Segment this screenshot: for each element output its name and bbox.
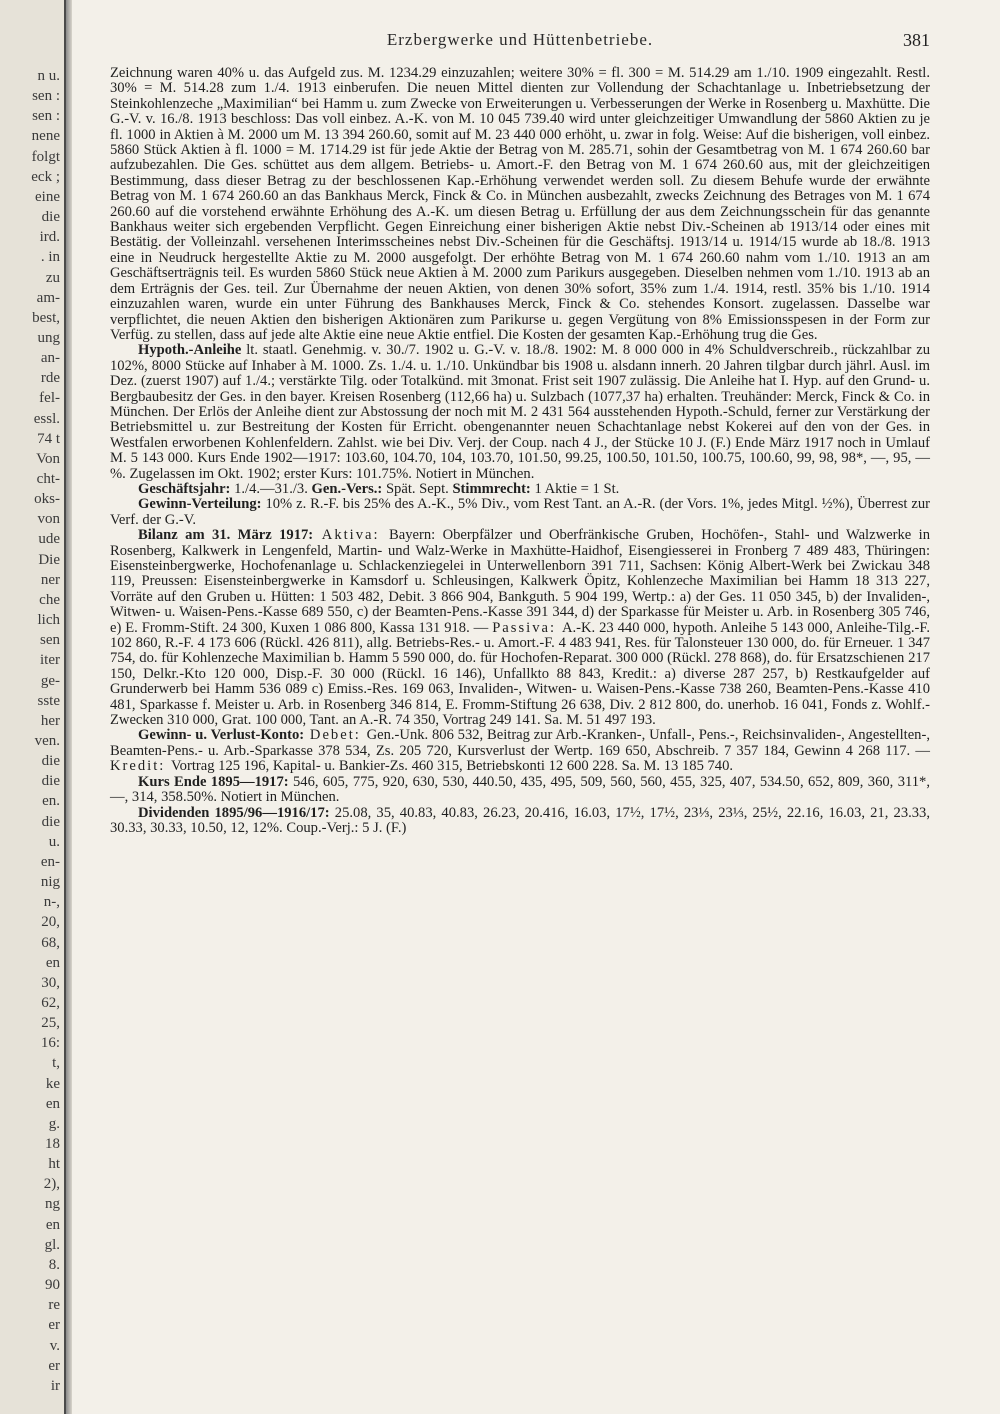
debet-label: Debet: xyxy=(304,727,367,744)
margin-fragment: Die xyxy=(38,551,60,568)
margin-fragment: 30, xyxy=(41,974,60,991)
section-heading: Hypoth.-Anleihe xyxy=(138,342,242,359)
paragraph-text: Vortrag 125 196, Kapital- u. Bankier-Zs. 460 315, Betriebskonti 12 600 228. Sa. M. 13 185 740. xyxy=(171,758,734,775)
margin-fragment: die xyxy=(41,813,60,830)
margin-fragment: zu xyxy=(45,269,60,286)
paragraph-balance-sheet xyxy=(110,528,930,728)
margin-fragment: ir xyxy=(50,1377,60,1394)
paragraph-profit-distribution xyxy=(110,497,930,528)
margin-fragment: am- xyxy=(36,289,60,306)
margin-fragment: nene xyxy=(31,128,60,145)
margin-fragment: ht xyxy=(48,1156,60,1173)
margin-fragment: gl. xyxy=(44,1236,60,1253)
margin-fragment: re xyxy=(48,1297,60,1314)
margin-fragment: cht- xyxy=(36,471,60,488)
section-heading: Geschäftsjahr: xyxy=(138,480,231,497)
margin-fragment: sen xyxy=(40,632,60,649)
paragraph-text: Gen.-Unk. 806 532, Beitrag zur Arb.-Kranken-, Unfall-, Pens.-, Reichsinvaliden-, Angestellten-, Beamten-Pens.- u. Arb.-Sparkasse 378 534, Zs. 205 720, Kursverlust der Wertp. 169 650, Abschreib. 7 357 184, Gewinn 4 268 117. — xyxy=(110,727,930,759)
margin-fragment: en xyxy=(45,1216,60,1233)
document-page xyxy=(110,30,930,836)
margin-fragment: eine xyxy=(35,188,60,205)
margin-fragment: er xyxy=(48,1317,60,1334)
paragraph-text: 546, 605, 775, 920, 630, 530, 440.50, 435, 495, 509, 560, 560, 455, 325, 407, 534.50, 652, 809, 360, 311*, —, 314, 358.50%. Notiert in München. xyxy=(110,773,930,806)
paragraph-share-prices xyxy=(110,775,930,806)
margin-fragment: 16: xyxy=(40,1035,60,1052)
section-heading: Bilanz am 31. März 1917: xyxy=(138,527,314,544)
section-heading: Gewinn-Verteilung: xyxy=(138,496,262,513)
margin-fragment: ude xyxy=(38,531,60,548)
margin-fragment: sen : xyxy=(32,88,60,105)
margin-fragment: en xyxy=(45,1095,60,1112)
margin-fragment: . in xyxy=(40,249,60,266)
margin-fragment: 25, xyxy=(41,1015,60,1032)
margin-fragment: her xyxy=(40,712,60,729)
paragraph-text: 1./4.—31./3. xyxy=(230,480,312,497)
kredit-label: Kredit: xyxy=(110,758,171,775)
margin-fragment: 2), xyxy=(43,1176,60,1193)
section-heading: Gen.-Vers.: xyxy=(311,480,383,497)
paragraph-capital-increase: Zeichnung waren 40% u. das Aufgeld zus. M. 1234.29 einzuzahlen; weitere 30% = fl. 300 = M. 514.29 am 1./10. 1909 eingezahlt. Restl. 30% = M. 514.28 zum 1./4. 1913 einberufen. Die neuen Mittel dienten zur Vollendung der Schachtanlage u. Inbetriebsetzung der Steinkohlenzeche „Maximilian“ bei Hamm u. zum Zwecke von Erweiterungen u. Verbesserungen der Werke in Rosenberg u. Maxhütte. Die G.-V. v. 16./8. 1913 beschloss: Das voll einbez. A.-K. von M. 10 045 739.40 wird unter gleichzeitiger Umwandlung der 5860 Aktien zu je fl. 1000 in Aktien à M. 2000 um M. 13 394 260.60, somit auf M. 23 440 000 erhöht, u. zwar in folg. Weise: Auf die bisherigen, voll einbez. 5860 Stück Aktien à fl. 1000 = M. 1714.29 ist für jede Aktie der Betrag von M. 285.71, sohin der Gesamtbetrag von M. 1 674 260.60 bar aufzubezahlen. Die Ges. schüttet aus dem allgem. Betriebs- u. Amort.-F. den Betrag von M. 1 674 260.60 aus, mit der gleichzeitigen Bestimmung, dass dieser Betrag zu der beschlossenen Kap.-Erhöhung verwendet werden soll. Zu diesem Behufe wurde der erwähnte Betrag von M. 1 674 260.60 an das Bankhaus Merck, Finck & Co. in München ausbezahlt, zwecks Zeichnung des Betrages von M. 1 674 260.60 auf die vorstehend erwähnte Erhöhung des A.-K. um diesen Betrag u. Erfüllung der aus dem Zeichnungsschein für das genannte Bankhaus weiter sich ergebenden Verpflicht. Gegen Einreichung einer bisherigen Aktie nebst Div.-Scheinen ab 1913/14 oder eines mit Bestätig. der Volleinzahl. versehenen Interimsscheines nebst Div.-Scheinen für die Geschäftsj. 1913/14 u. 1914/15 wurde ab 18./8. 1913 eine in Neudruck hergestellte Aktie zu M. 2000 ausgefolgt. Der erhöhte Betrag von M. 1 674 260.60 nahm vom 1./10. 1913 an am Geschäftserträgnis teil. Es wurden 5860 Stück neue Aktien à M. 2000 zum Parikurs ausgegeben. Dieselben nehmen vom 1./10. 1913 ab an dem Erträgnis der Ges. teil. Zur Übernahme der neuen Aktien, von denen 30% sofort, 35% zum 1./4. 1914, restl. 35% bis 1./10. 1914 einzuzahlen waren, wurde ein unter Führung des Bankhauses Merck, Finck & Co. stehendes Konsort. zugelassen. Dasselbe war verpflichtet, die neuen Aktien den bisherigen Aktionären zum Parikurse u. gegen Vergütung von 8% Emissionsspesen in der Form zur Verfüg. zu stellen, dass auf jede alte Aktie eine neue Aktie entfiel. Die Kosten der gesamten Kap.-Erhöhung trug die Ges. xyxy=(110,65,930,343)
margin-fragment: v. xyxy=(49,1337,60,1354)
margin-fragment: en. xyxy=(42,793,60,810)
margin-fragment: t, xyxy=(52,1055,60,1072)
paragraph-text: Spät. Sept. xyxy=(382,480,453,497)
margin-fragment: er xyxy=(48,1357,60,1374)
margin-fragment: ird. xyxy=(39,229,60,246)
margin-fragment: ner xyxy=(40,571,60,588)
section-heading: Gewinn- u. Verlust-Konto: xyxy=(138,727,305,744)
aktiva-label: Aktiva: xyxy=(313,527,389,544)
margin-fragment: nig xyxy=(40,874,60,891)
margin-fragment: 90 xyxy=(45,1277,60,1294)
paragraph-text: 25.08, 35, 40.83, 40.83, 26.23, 20.416, 16.03, 17½, 17½, 23⅓, 23⅓, 25½, 22.16, 16.03, 21, 23.33, 30.33, 30.33, 10.50, 12, 12%. Coup.-Verj.: 5 J. (F.) xyxy=(110,804,931,836)
paragraph-text: 1 Aktie = 1 St. xyxy=(530,480,620,497)
section-heading: Kurs Ende 1895—1917: xyxy=(138,773,289,790)
margin-fragment: iter xyxy=(40,652,60,669)
margin-fragment: u. xyxy=(48,833,60,850)
section-heading: Dividenden 1895/96—1916/17: xyxy=(138,804,330,821)
margin-fragment: folgt xyxy=(31,148,60,165)
margin-fragment: 68, xyxy=(41,934,60,951)
margin-fragment: die xyxy=(41,773,60,790)
margin-fragment: fel- xyxy=(39,390,60,407)
margin-fragment: g. xyxy=(48,1115,60,1132)
margin-fragment: 74 t xyxy=(37,430,60,447)
paragraph-mortgage-loan xyxy=(110,343,930,482)
margin-fragment: lich xyxy=(37,612,60,629)
margin-fragment: ke xyxy=(45,1075,60,1092)
margin-fragment: die xyxy=(41,753,60,770)
margin-fragment: ung xyxy=(37,329,60,346)
section-heading: Stimmrecht: xyxy=(452,480,531,497)
page-gutter xyxy=(66,0,72,1414)
margin-fragment: an- xyxy=(40,350,60,367)
margin-fragment: Von xyxy=(36,450,60,467)
paragraph-text: 10% z. R.-F. bis 25% des A.-K., 5% Div., vom Rest Tant. an A.-R. (der Vors. 1%, jedes Mitgl. ½%), Überrest zur Verf. der G.-V. xyxy=(110,496,930,528)
left-margin-strip xyxy=(0,0,66,1414)
margin-fragment: von xyxy=(37,511,60,528)
margin-fragment: ge- xyxy=(40,672,60,689)
margin-fragment: 20, xyxy=(41,914,60,931)
running-head-title: Erzbergwerke und Hüttenbetriebe. xyxy=(386,30,654,49)
margin-fragment: 62, xyxy=(41,994,60,1011)
paragraph-dividends xyxy=(110,806,930,837)
margin-fragment: rde xyxy=(40,370,60,387)
page-number: 381 xyxy=(903,30,930,50)
margin-fragment: best, xyxy=(32,309,60,326)
margin-fragment: sste xyxy=(37,692,60,709)
margin-fragment: 8. xyxy=(48,1256,60,1273)
margin-fragment: essl. xyxy=(33,410,60,427)
margin-fragment: die xyxy=(41,209,60,226)
margin-fragment: sen : xyxy=(32,108,60,125)
margin-fragment: 18 xyxy=(45,1136,60,1153)
paragraph-text: lt. staatl. Genehmig. v. 30./7. 1902 u. G.-V. v. 18./8. 1902: M. 8 000 000 in 4% Schuldverschreib., rückzahlbar zu 102%, 8000 Stücke auf Inhaber à M. 1000. Zs. 1./4. u. 1./10. Unkündbar bis 1908 u. alsdann innerh. 20 Jahren tilgbar durch jährl. Ausl. im Dez. (zuerst 1907) auf 1./4.; verstärkte Tilg. oder Totalkünd. mit 3monat. Frist seit 1907 zulässig. Die Anleihe hat I. Hyp. auf den Grund- u. Bergbaubesitz der Ges. in den bayer. Kreisen Rosenberg (112,66 ha) u. Sulzbach (1077,37 ha) erhalten. Treuhänder: Merck, Finck & Co. in München. Der Erlös der Anleihe dient zur Abstossung der noch mit M. 2 431 564 ausstehenden Hypoth.-Schuld, ferner zur Verstärkung der Betriebsmittel u. zur Bestreitung der Kosten für Erricht. obengenannter neuen Schachtanlage nebst Kokerei auf den von der Ges. in Westfalen erworbenen Kohlenfeldern. Zahlst. wie bei Div. Verj. der Coup. nach 4 J., der Stücke 10 J. (F.) Ende März 1917 noch in Umlauf M. 5 143 000. Kurs Ende 1902—1917: 103.60, 104.70, 104, 103.70, 101.50, 99.25, 100.50, 101.50, 100.75, 100.60, 99, 98, 98*, —, 95, —%. Zugelassen im Okt. 1902; erster Kurs: 101.75%. Notiert in München. xyxy=(110,342,930,482)
margin-fragment: n u. xyxy=(37,68,60,84)
paragraph-text: A.-K. 23 440 000, hypoth. Anleihe 5 143 000, Anleihe-Tilg.-F. 102 860, R.-F. 4 173 606 (Rückl. 426 811), allg. Betriebs-Res.- u. Amort.-F. 4 483 941, Res. für Talonsteuer 130 000, do. für Erneuer. 1 347 754, do. für Kohlenzeche Maximilian b. Hamm 5 590 000, do. für Hochofen-Reparat. 300 000 (Rückl. 278 868), do. für Ersatzschienen 217 150, Delkr.-Kto 120 000, Disp.-F. 30 000 (Rückl. 16 146), Unfallkto 88 843, Kredit.: a) diverse 287 257, b) Restkaufgelder auf Grunderwerb bei Hamm 536 089 c) Emiss.-Res. 169 063, Invaliden-, Witwen- u. Waisen-Pens.-Kasse 738 260, Beamten-Pens.-Kasse 410 481, Sparkasse f. Meister u. Arb. in Rosenberg 346 814, E. Fromm-Stiftung 26 638, Div. 2 812 800, do. unerhob. 16 041, Fonds z. Wohlf.-Zwecken 310 000, Grat. 100 000, Tant. an A.-R. 74 350, Vortrag 249 141. Sa. M. 51 497 193. xyxy=(110,619,930,729)
margin-fragment: en- xyxy=(40,853,60,870)
paragraph-text: Bayern: Oberpfälzer und Oberfränkische Gruben, Hochöfen-, Stahl- und Walzwerke in Rosenberg, Kalkwerk in Lengenfeld, Martin- und Walz-Werke in Maxhütte-Haidhof, Eisengiesserei in Fronberg 7 489 483, Thüringen: Eisensteinbergwerke, Hochofenanlage u. Schlackenziegelei in Unterwellenborn 391 711, Sachsen: König Albert-Werk bei Zwickau 348 119, Preussen: Eisensteinbergwerke in Kamsdorf u. Schleusingen, Kalkwerk Öpitz, Kohlenzeche Maximilian bei Hamm 18 313 227, Vorräte auf den Gruben u. Hütten: 1 503 482, Debit. 3 866 904, Bankguth. 5 904 199, Wertp.: a) der Ges. 11 050 345, b) der Invaliden-, Witwen- u. Waisen-Pens.-Kasse 689 550, c) der Beamten-Pens.-Kasse 391 344, d) der Sparkasse für Meister u. Arb. in Rosenberg 305 746, e) E. Fromm-Stift. 24 300, Kuxen 1 086 800, Kassa 131 918. — xyxy=(110,527,931,636)
margin-fragment: eck ; xyxy=(31,168,60,185)
margin-fragment: n-, xyxy=(43,894,60,911)
paragraph-profit-loss xyxy=(110,728,930,774)
running-head xyxy=(110,30,930,60)
margin-fragment: oks- xyxy=(34,491,60,508)
passiva-label: Passiva: xyxy=(492,619,562,636)
margin-fragment: ven. xyxy=(34,733,60,749)
margin-fragment: ng xyxy=(45,1196,60,1213)
margin-fragment: che xyxy=(39,591,60,608)
margin-fragment: en xyxy=(45,954,60,971)
